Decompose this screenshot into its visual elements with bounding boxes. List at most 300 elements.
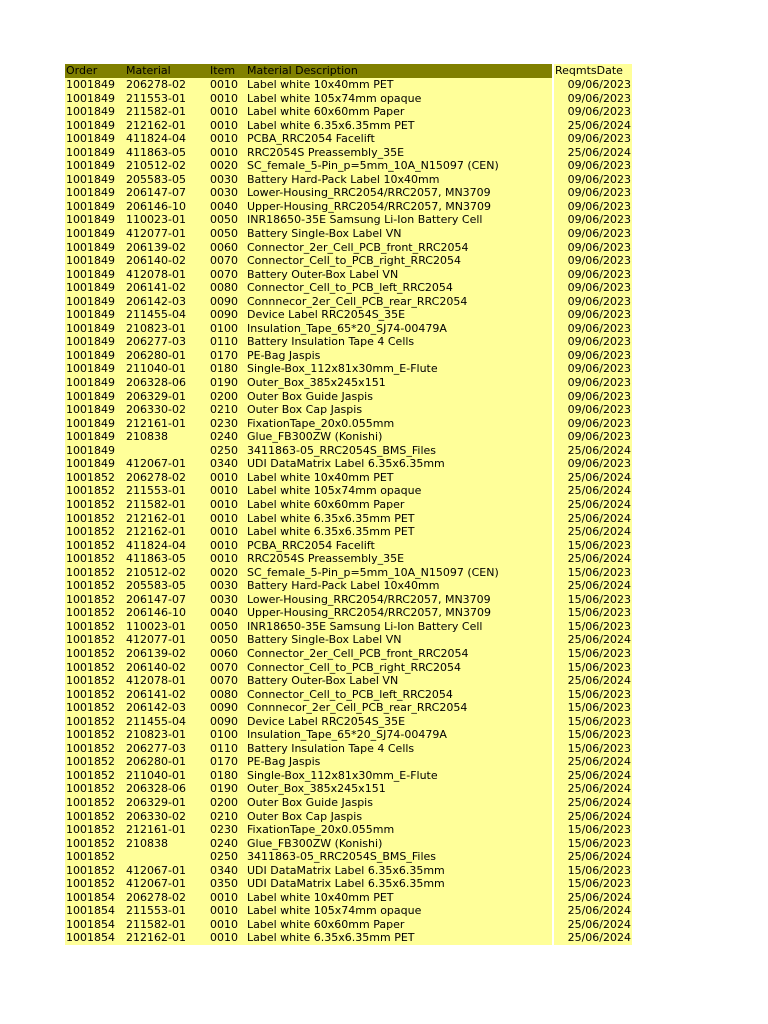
material-cell[interactable]: 206330-02 (126, 403, 186, 417)
material-cell[interactable]: 211582-01 (126, 105, 186, 119)
table-row[interactable] (65, 268, 632, 282)
material-cell[interactable]: 212162-01 (126, 511, 186, 525)
order-cell[interactable]: 1001849 (66, 132, 115, 146)
description-cell[interactable]: Battery Insulation Tape 4 Cells (247, 335, 415, 349)
material-cell[interactable]: 210838 (126, 430, 168, 444)
table-row[interactable] (65, 877, 632, 891)
table-row[interactable] (65, 837, 632, 851)
date-cell[interactable]: 09/06/2023 (554, 132, 632, 146)
item-cell[interactable]: 0210 (210, 403, 238, 417)
item-cell[interactable]: 0070 (210, 660, 238, 674)
date-cell[interactable]: 25/06/2024 (554, 498, 632, 512)
order-cell[interactable]: 1001849 (66, 308, 115, 322)
order-cell[interactable]: 1001849 (66, 294, 115, 308)
material-cell[interactable]: 211582-01 (126, 917, 186, 931)
description-cell[interactable]: Label white 60x60mm Paper (247, 497, 405, 511)
date-cell[interactable]: 15/06/2023 (554, 701, 632, 715)
order-cell[interactable]: 1001852 (66, 497, 115, 511)
table-row[interactable] (65, 512, 632, 526)
date-cell[interactable]: 15/06/2023 (554, 661, 632, 675)
description-cell[interactable]: Outer Box Cap Jaspis (247, 403, 363, 417)
material-cell[interactable]: 206147-07 (126, 592, 186, 606)
description-cell[interactable]: FixationTape_20x0.055mm (247, 823, 395, 837)
item-cell[interactable]: 0010 (210, 552, 238, 566)
description-cell[interactable]: SC_female_5-Pin_p=5mm_10A_N15097 (CEN) (247, 565, 499, 579)
header-item[interactable]: Item (210, 64, 236, 77)
description-cell[interactable]: Label white 6.35x6.35mm PET (247, 931, 415, 945)
description-cell[interactable]: Single-Box_112x81x30mm_E-Flute (247, 362, 438, 376)
item-cell[interactable]: 0190 (210, 782, 238, 796)
item-cell[interactable]: 0080 (210, 687, 238, 701)
item-cell[interactable]: 0010 (210, 132, 238, 146)
header-description[interactable]: Material Description (247, 64, 358, 77)
material-cell[interactable]: 210512-02 (126, 159, 186, 173)
table-row[interactable] (65, 322, 632, 336)
item-cell[interactable]: 0010 (210, 145, 238, 159)
date-cell[interactable]: 25/06/2024 (554, 579, 632, 593)
date-cell[interactable]: 09/06/2023 (554, 362, 632, 376)
order-cell[interactable]: 1001849 (66, 335, 115, 349)
description-cell[interactable]: INR18650-35E Samsung Li-Ion Battery Cell (247, 213, 483, 227)
item-cell[interactable]: 0350 (210, 877, 238, 891)
date-cell[interactable]: 09/06/2023 (554, 213, 632, 227)
description-cell[interactable]: Battery Single-Box Label VN (247, 227, 402, 241)
item-cell[interactable]: 0010 (210, 917, 238, 931)
order-cell[interactable]: 1001852 (66, 538, 115, 552)
description-cell[interactable]: Label white 105x74mm opaque (247, 904, 422, 918)
table-row[interactable] (65, 457, 632, 471)
description-cell[interactable]: PCBA_RRC2054 Facelift (247, 538, 375, 552)
table-row[interactable] (65, 186, 632, 200)
order-cell[interactable]: 1001852 (66, 836, 115, 850)
table-row[interactable] (65, 823, 632, 837)
order-cell[interactable]: 1001852 (66, 823, 115, 837)
order-cell[interactable]: 1001852 (66, 484, 115, 498)
material-cell[interactable]: 210823-01 (126, 728, 186, 742)
order-cell[interactable]: 1001849 (66, 348, 115, 362)
date-cell[interactable]: 09/06/2023 (554, 322, 632, 336)
table-row[interactable] (65, 241, 632, 255)
item-cell[interactable]: 0030 (210, 592, 238, 606)
table-row[interactable] (65, 579, 632, 593)
order-cell[interactable]: 1001849 (66, 443, 115, 457)
order-cell[interactable]: 1001852 (66, 511, 115, 525)
description-cell[interactable]: Upper-Housing_RRC2054/RRC2057, MN3709 (247, 606, 492, 620)
description-cell[interactable]: Connnecor_2er_Cell_PCB_rear_RRC2054 (247, 294, 468, 308)
item-cell[interactable]: 0010 (210, 525, 238, 539)
date-cell[interactable]: 25/06/2024 (554, 810, 632, 824)
material-cell[interactable]: 411863-05 (126, 552, 186, 566)
item-cell[interactable]: 0340 (210, 863, 238, 877)
order-cell[interactable]: 1001849 (66, 240, 115, 254)
date-cell[interactable]: 09/06/2023 (554, 403, 632, 417)
date-cell[interactable]: 09/06/2023 (554, 173, 632, 187)
description-cell[interactable]: SC_female_5-Pin_p=5mm_10A_N15097 (CEN) (247, 159, 499, 173)
order-cell[interactable]: 1001849 (66, 118, 115, 132)
date-cell[interactable]: 25/06/2024 (554, 444, 632, 458)
material-cell[interactable]: 211455-04 (126, 308, 186, 322)
description-cell[interactable]: Battery Hard-Pack Label 10x40mm (247, 172, 440, 186)
table-row[interactable] (65, 349, 632, 363)
table-row[interactable] (65, 430, 632, 444)
description-cell[interactable]: Connector_Cell_to_PCB_right_RRC2054 (247, 254, 461, 268)
header-order[interactable]: Order (66, 64, 98, 77)
order-cell[interactable]: 1001849 (66, 145, 115, 159)
item-cell[interactable]: 0070 (210, 254, 238, 268)
material-cell[interactable]: 206139-02 (126, 240, 186, 254)
description-cell[interactable]: Label white 6.35x6.35mm PET (247, 525, 415, 539)
material-cell[interactable]: 212162-01 (126, 931, 186, 945)
material-cell[interactable]: 412067-01 (126, 457, 186, 471)
description-cell[interactable]: Label white 10x40mm PET (247, 78, 394, 91)
table-row[interactable] (65, 674, 632, 688)
item-cell[interactable]: 0030 (210, 186, 238, 200)
order-cell[interactable]: 1001852 (66, 619, 115, 633)
description-cell[interactable]: Label white 60x60mm Paper (247, 105, 405, 119)
material-cell[interactable]: 206142-03 (126, 701, 186, 715)
description-cell[interactable]: Battery Single-Box Label VN (247, 633, 402, 647)
table-row[interactable] (65, 200, 632, 214)
order-cell[interactable]: 1001852 (66, 728, 115, 742)
table-row[interactable] (65, 484, 632, 498)
table-row[interactable] (65, 715, 632, 729)
order-cell[interactable]: 1001849 (66, 78, 115, 91)
item-cell[interactable]: 0200 (210, 795, 238, 809)
table-row[interactable] (65, 92, 632, 106)
item-cell[interactable]: 0020 (210, 565, 238, 579)
date-cell[interactable]: 09/06/2023 (554, 335, 632, 349)
table-row[interactable] (65, 742, 632, 756)
order-cell[interactable]: 1001849 (66, 213, 115, 227)
item-cell[interactable]: 0010 (210, 91, 238, 105)
item-cell[interactable]: 0240 (210, 836, 238, 850)
material-cell[interactable]: 206146-10 (126, 199, 186, 213)
order-cell[interactable]: 1001849 (66, 321, 115, 335)
date-cell[interactable]: 15/06/2023 (554, 647, 632, 661)
order-cell[interactable]: 1001849 (66, 430, 115, 444)
order-cell[interactable]: 1001852 (66, 782, 115, 796)
table-row[interactable] (65, 864, 632, 878)
item-cell[interactable]: 0010 (210, 118, 238, 132)
order-cell[interactable]: 1001849 (66, 416, 115, 430)
material-cell[interactable]: 206139-02 (126, 646, 186, 660)
order-cell[interactable]: 1001849 (66, 267, 115, 281)
description-cell[interactable]: Device Label RRC2054S_35E (247, 714, 406, 728)
table-row[interactable] (65, 362, 632, 376)
table-row[interactable] (65, 904, 632, 918)
material-cell[interactable]: 412077-01 (126, 633, 186, 647)
description-cell[interactable]: Outer Box Guide Jaspis (247, 389, 373, 403)
item-cell[interactable]: 0210 (210, 809, 238, 823)
item-cell[interactable]: 0110 (210, 335, 238, 349)
order-cell[interactable]: 1001849 (66, 281, 115, 295)
table-row[interactable] (65, 593, 632, 607)
description-cell[interactable]: Label white 10x40mm PET (247, 890, 394, 904)
order-cell[interactable]: 1001852 (66, 606, 115, 620)
description-cell[interactable]: Battery Outer-Box Label VN (247, 267, 399, 281)
date-cell[interactable]: 15/06/2023 (554, 715, 632, 729)
order-cell[interactable]: 1001852 (66, 525, 115, 539)
material-cell[interactable]: 210838 (126, 836, 168, 850)
description-cell[interactable]: Battery Outer-Box Label VN (247, 674, 399, 688)
order-cell[interactable]: 1001849 (66, 362, 115, 376)
table-row[interactable] (65, 390, 632, 404)
table-row[interactable] (65, 227, 632, 241)
order-cell[interactable]: 1001852 (66, 741, 115, 755)
description-cell[interactable]: Label white 105x74mm opaque (247, 91, 422, 105)
material-cell[interactable]: 412078-01 (126, 674, 186, 688)
header-date[interactable]: ReqmtsDate (554, 64, 632, 78)
table-row[interactable] (65, 105, 632, 119)
item-cell[interactable]: 0180 (210, 362, 238, 376)
description-cell[interactable]: Connector_Cell_to_PCB_left_RRC2054 (247, 281, 453, 295)
description-cell[interactable]: Battery Insulation Tape 4 Cells (247, 741, 415, 755)
date-cell[interactable]: 25/06/2024 (554, 782, 632, 796)
material-cell[interactable]: 206278-02 (126, 470, 186, 484)
material-cell[interactable]: 110023-01 (126, 213, 186, 227)
item-cell[interactable]: 0010 (210, 931, 238, 945)
date-cell[interactable]: 15/06/2023 (554, 606, 632, 620)
date-cell[interactable]: 25/06/2024 (554, 769, 632, 783)
description-cell[interactable]: Label white 105x74mm opaque (247, 484, 422, 498)
description-cell[interactable]: Insulation_Tape_65*20_SJ74-00479A (247, 321, 447, 335)
table-row[interactable] (65, 281, 632, 295)
order-cell[interactable]: 1001852 (66, 687, 115, 701)
description-cell[interactable]: Single-Box_112x81x30mm_E-Flute (247, 768, 438, 782)
order-cell[interactable]: 1001852 (66, 863, 115, 877)
material-cell[interactable]: 412077-01 (126, 227, 186, 241)
date-cell[interactable]: 09/06/2023 (554, 281, 632, 295)
order-cell[interactable]: 1001852 (66, 877, 115, 891)
date-cell[interactable]: 09/06/2023 (554, 241, 632, 255)
item-cell[interactable]: 0050 (210, 227, 238, 241)
description-cell[interactable]: UDI DataMatrix Label 6.35x6.35mm (247, 457, 445, 471)
item-cell[interactable]: 0170 (210, 348, 238, 362)
item-cell[interactable]: 0010 (210, 890, 238, 904)
item-cell[interactable]: 0050 (210, 213, 238, 227)
item-cell[interactable]: 0040 (210, 606, 238, 620)
order-cell[interactable]: 1001854 (66, 917, 115, 931)
description-cell[interactable]: Insulation_Tape_65*20_SJ74-00479A (247, 728, 447, 742)
order-cell[interactable]: 1001852 (66, 579, 115, 593)
material-cell[interactable]: 206330-02 (126, 809, 186, 823)
description-cell[interactable]: UDI DataMatrix Label 6.35x6.35mm (247, 877, 445, 891)
date-cell[interactable]: 09/06/2023 (554, 92, 632, 106)
material-cell[interactable]: 206329-01 (126, 389, 186, 403)
table-row[interactable] (65, 850, 632, 864)
item-cell[interactable]: 0090 (210, 701, 238, 715)
material-cell[interactable]: 206328-06 (126, 782, 186, 796)
date-cell[interactable]: 25/06/2024 (554, 755, 632, 769)
table-row[interactable] (65, 525, 632, 539)
description-cell[interactable]: Device Label RRC2054S_35E (247, 308, 406, 322)
material-cell[interactable]: 411824-04 (126, 538, 186, 552)
material-cell[interactable]: 212161-01 (126, 416, 186, 430)
material-cell[interactable]: 412078-01 (126, 267, 186, 281)
item-cell[interactable]: 0010 (210, 484, 238, 498)
material-cell[interactable]: 206329-01 (126, 795, 186, 809)
date-cell[interactable]: 25/06/2024 (554, 633, 632, 647)
order-cell[interactable]: 1001849 (66, 172, 115, 186)
date-cell[interactable]: 09/06/2023 (554, 376, 632, 390)
description-cell[interactable]: PE-Bag Jaspis (247, 755, 321, 769)
order-cell[interactable]: 1001852 (66, 674, 115, 688)
description-cell[interactable]: Lower-Housing_RRC2054/RRC2057, MN3709 (247, 186, 491, 200)
date-cell[interactable]: 25/06/2024 (554, 471, 632, 485)
material-cell[interactable]: 206277-03 (126, 741, 186, 755)
table-row[interactable] (65, 444, 632, 458)
table-row[interactable] (65, 417, 632, 431)
material-cell[interactable]: 412067-01 (126, 863, 186, 877)
date-cell[interactable]: 09/06/2023 (554, 295, 632, 309)
item-cell[interactable]: 0030 (210, 172, 238, 186)
description-cell[interactable]: Connector_Cell_to_PCB_right_RRC2054 (247, 660, 461, 674)
description-cell[interactable]: Label white 6.35x6.35mm PET (247, 118, 415, 132)
date-cell[interactable]: 25/06/2024 (554, 931, 632, 945)
order-cell[interactable]: 1001854 (66, 904, 115, 918)
material-cell[interactable]: 412067-01 (126, 877, 186, 891)
item-cell[interactable]: 0090 (210, 294, 238, 308)
description-cell[interactable]: Glue_FB300ZW (Konishi) (247, 430, 383, 444)
table-row[interactable] (65, 159, 632, 173)
material-cell[interactable]: 206140-02 (126, 660, 186, 674)
table-row[interactable] (65, 755, 632, 769)
description-cell[interactable]: Outer_Box_385x245x151 (247, 376, 386, 390)
date-cell[interactable]: 15/06/2023 (554, 728, 632, 742)
item-cell[interactable]: 0090 (210, 714, 238, 728)
date-cell[interactable]: 15/06/2023 (554, 742, 632, 756)
description-cell[interactable]: 3411863-05_RRC2054S_BMS_Files (247, 850, 437, 864)
order-cell[interactable]: 1001849 (66, 403, 115, 417)
material-cell[interactable]: 211455-04 (126, 714, 186, 728)
table-row[interactable] (65, 918, 632, 932)
item-cell[interactable]: 0230 (210, 823, 238, 837)
order-cell[interactable]: 1001852 (66, 809, 115, 823)
table-row[interactable] (65, 213, 632, 227)
item-cell[interactable]: 0070 (210, 267, 238, 281)
table-row[interactable] (65, 146, 632, 160)
item-cell[interactable]: 0240 (210, 430, 238, 444)
date-cell[interactable]: 09/06/2023 (554, 105, 632, 119)
table-row[interactable] (65, 119, 632, 133)
order-cell[interactable]: 1001849 (66, 159, 115, 173)
date-cell[interactable]: 25/06/2024 (554, 891, 632, 905)
table-row[interactable] (65, 308, 632, 322)
material-cell[interactable]: 206140-02 (126, 254, 186, 268)
date-cell[interactable]: 09/06/2023 (554, 159, 632, 173)
date-cell[interactable]: 15/06/2023 (554, 593, 632, 607)
table-row[interactable] (65, 606, 632, 620)
order-cell[interactable]: 1001852 (66, 552, 115, 566)
material-cell[interactable]: 206147-07 (126, 186, 186, 200)
material-cell[interactable]: 212161-01 (126, 823, 186, 837)
item-cell[interactable]: 0250 (210, 850, 238, 864)
item-cell[interactable]: 0190 (210, 376, 238, 390)
order-cell[interactable]: 1001852 (66, 646, 115, 660)
table-row[interactable] (65, 403, 632, 417)
description-cell[interactable]: Outer Box Cap Jaspis (247, 809, 363, 823)
material-cell[interactable]: 411824-04 (126, 132, 186, 146)
material-cell[interactable]: 211553-01 (126, 91, 186, 105)
item-cell[interactable]: 0010 (210, 497, 238, 511)
header-material[interactable]: Material (126, 64, 171, 77)
order-cell[interactable]: 1001852 (66, 768, 115, 782)
order-cell[interactable]: 1001852 (66, 850, 115, 864)
material-cell[interactable]: 206142-03 (126, 294, 186, 308)
order-cell[interactable]: 1001854 (66, 890, 115, 904)
date-cell[interactable]: 15/06/2023 (554, 877, 632, 891)
order-cell[interactable]: 1001852 (66, 470, 115, 484)
material-cell[interactable]: 206328-06 (126, 376, 186, 390)
description-cell[interactable]: Outer Box Guide Jaspis (247, 795, 373, 809)
material-cell[interactable]: 206141-02 (126, 281, 186, 295)
material-cell[interactable]: 205583-05 (126, 172, 186, 186)
description-cell[interactable]: Lower-Housing_RRC2054/RRC2057, MN3709 (247, 592, 491, 606)
material-cell[interactable]: 206146-10 (126, 606, 186, 620)
item-cell[interactable]: 0100 (210, 321, 238, 335)
date-cell[interactable]: 09/06/2023 (554, 78, 632, 92)
item-cell[interactable]: 0250 (210, 443, 238, 457)
item-cell[interactable]: 0090 (210, 308, 238, 322)
order-cell[interactable]: 1001852 (66, 755, 115, 769)
description-cell[interactable]: Outer_Box_385x245x151 (247, 782, 386, 796)
table-row[interactable] (65, 376, 632, 390)
date-cell[interactable]: 15/06/2023 (554, 539, 632, 553)
item-cell[interactable]: 0010 (210, 470, 238, 484)
date-cell[interactable]: 09/06/2023 (554, 227, 632, 241)
table-row[interactable] (65, 78, 632, 92)
material-cell[interactable]: 211553-01 (126, 904, 186, 918)
table-row[interactable] (65, 132, 632, 146)
date-cell[interactable]: 25/06/2024 (554, 119, 632, 133)
material-cell[interactable]: 206141-02 (126, 687, 186, 701)
table-row[interactable] (65, 661, 632, 675)
date-cell[interactable]: 25/06/2024 (554, 904, 632, 918)
table-row[interactable] (65, 782, 632, 796)
date-cell[interactable]: 25/06/2024 (554, 525, 632, 539)
description-cell[interactable]: INR18650-35E Samsung Li-Ion Battery Cell (247, 619, 483, 633)
date-cell[interactable]: 25/06/2024 (554, 674, 632, 688)
order-cell[interactable]: 1001849 (66, 389, 115, 403)
table-row[interactable] (65, 566, 632, 580)
material-cell[interactable]: 411863-05 (126, 145, 186, 159)
item-cell[interactable]: 0200 (210, 389, 238, 403)
date-cell[interactable]: 25/06/2024 (554, 512, 632, 526)
description-cell[interactable]: FixationTape_20x0.055mm (247, 416, 395, 430)
date-cell[interactable]: 09/06/2023 (554, 430, 632, 444)
item-cell[interactable]: 0060 (210, 646, 238, 660)
material-cell[interactable]: 206280-01 (126, 348, 186, 362)
date-cell[interactable]: 25/06/2024 (554, 918, 632, 932)
description-cell[interactable]: Connector_2er_Cell_PCB_front_RRC2054 (247, 646, 469, 660)
item-cell[interactable]: 0010 (210, 105, 238, 119)
description-cell[interactable]: UDI DataMatrix Label 6.35x6.35mm (247, 863, 445, 877)
order-cell[interactable]: 1001854 (66, 931, 115, 945)
item-cell[interactable]: 0070 (210, 674, 238, 688)
order-cell[interactable]: 1001849 (66, 199, 115, 213)
description-cell[interactable]: Connnecor_2er_Cell_PCB_rear_RRC2054 (247, 701, 468, 715)
date-cell[interactable]: 25/06/2024 (554, 796, 632, 810)
date-cell[interactable]: 09/06/2023 (554, 308, 632, 322)
description-cell[interactable]: Connector_Cell_to_PCB_left_RRC2054 (247, 687, 453, 701)
date-cell[interactable]: 09/06/2023 (554, 268, 632, 282)
material-cell[interactable]: 205583-05 (126, 579, 186, 593)
order-cell[interactable]: 1001849 (66, 105, 115, 119)
material-cell[interactable]: 206278-02 (126, 78, 186, 91)
date-cell[interactable]: 25/06/2024 (554, 552, 632, 566)
table-row[interactable] (65, 796, 632, 810)
item-cell[interactable]: 0040 (210, 199, 238, 213)
